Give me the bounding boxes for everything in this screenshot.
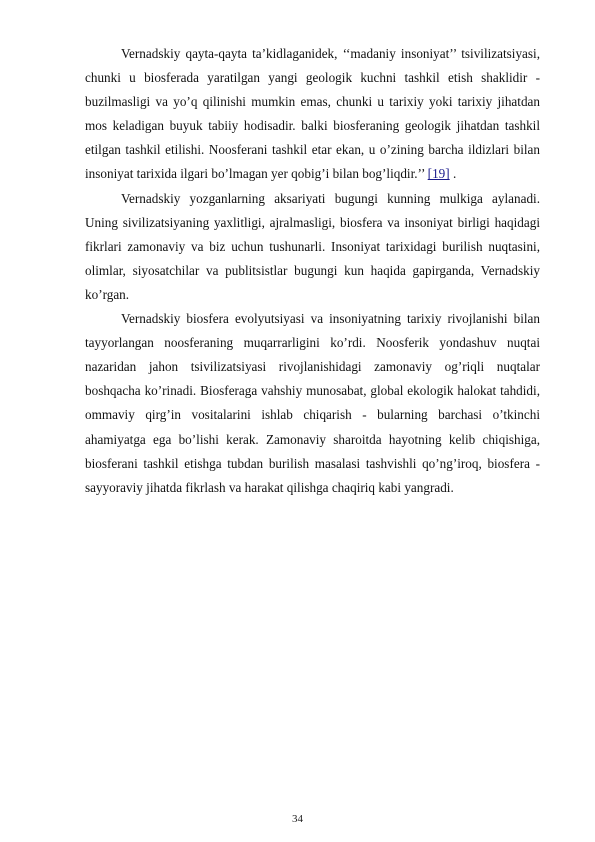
paragraph-1-end: . [449,166,457,182]
paragraph-1 [85,42,540,187]
paragraph-2: Vernadskiy yozganlarning aksariyati bugungi kunning mulkiga aylanadi. Uning sivilizatsiyaning yaxlitligi, ajralmasligi, biosfera va insoniyat birligi haqidagi fikrlari zamonaviy va biz uchun tushunarli. Insoniyat tarixidagi burilish nuqtasini, olimlar, siyosatchilar va publitsistlar bugungi kun haqida gapirganda, Vernadskiy ko’rgan. [85,190,540,302]
paragraph-1-text: Vernadskiy qayta-qayta ta’kidlaganidek, ‘‘madaniy insoniyat’’ tsivilizatsiyasi, chunki u biosferada yaratilgan yangi geologik kuchni tashkil etish shaklidir - buzilmasligi va yo’q qilinishi mumkin emas, chunki u tarixiy yoki tarixiy jihatdan mos keladigan buyuk tabiiy hodisadir. balki biosferaning geologik jihatdan tashkil etilgan tashkil etilishi. Noosferani tashkil etar ekan, u o’zining barcha ildizlari bilan insoniyat tarixida ilgari bo’lmagan yer qobig’i bilan bog’liqdir.’’ [85,46,540,182]
paragraph-3: Vernadskiy biosfera evolyutsiyasi va insoniyatning tarixiy rivojlanishi bilan tayyorlangan noosferaning muqarrarligini ko’rdi. Noosferik yondashuv nuqtai nazaridan jahon tsivilizatsiyasi rivojlanishidagi zamonaviy og’riqli nuqtalar boshqacha ko’rinadi. Biosferaga vahshiy munosabat, global ekologik halokat tahdidi, ommaviy qirg’in vositalarini ishlab chiqarish - bularning barchasi o’tkinchi ahamiyatga ega bo’lishi kerak. Zamonaviy sharoitda hayotning kelib chiqishiga, biosferani tashkil etishga tubdan burilish masalasi tashvishli qo’ng’iroq, biosfera - sayyoraviy jihatda fikrlash va harakat qilishga chaqiriq kabi yangradi. [85,311,540,495]
page-number: 34 [292,813,303,825]
document-body [85,42,540,500]
reference-link-19[interactable]: [19] [427,166,450,182]
